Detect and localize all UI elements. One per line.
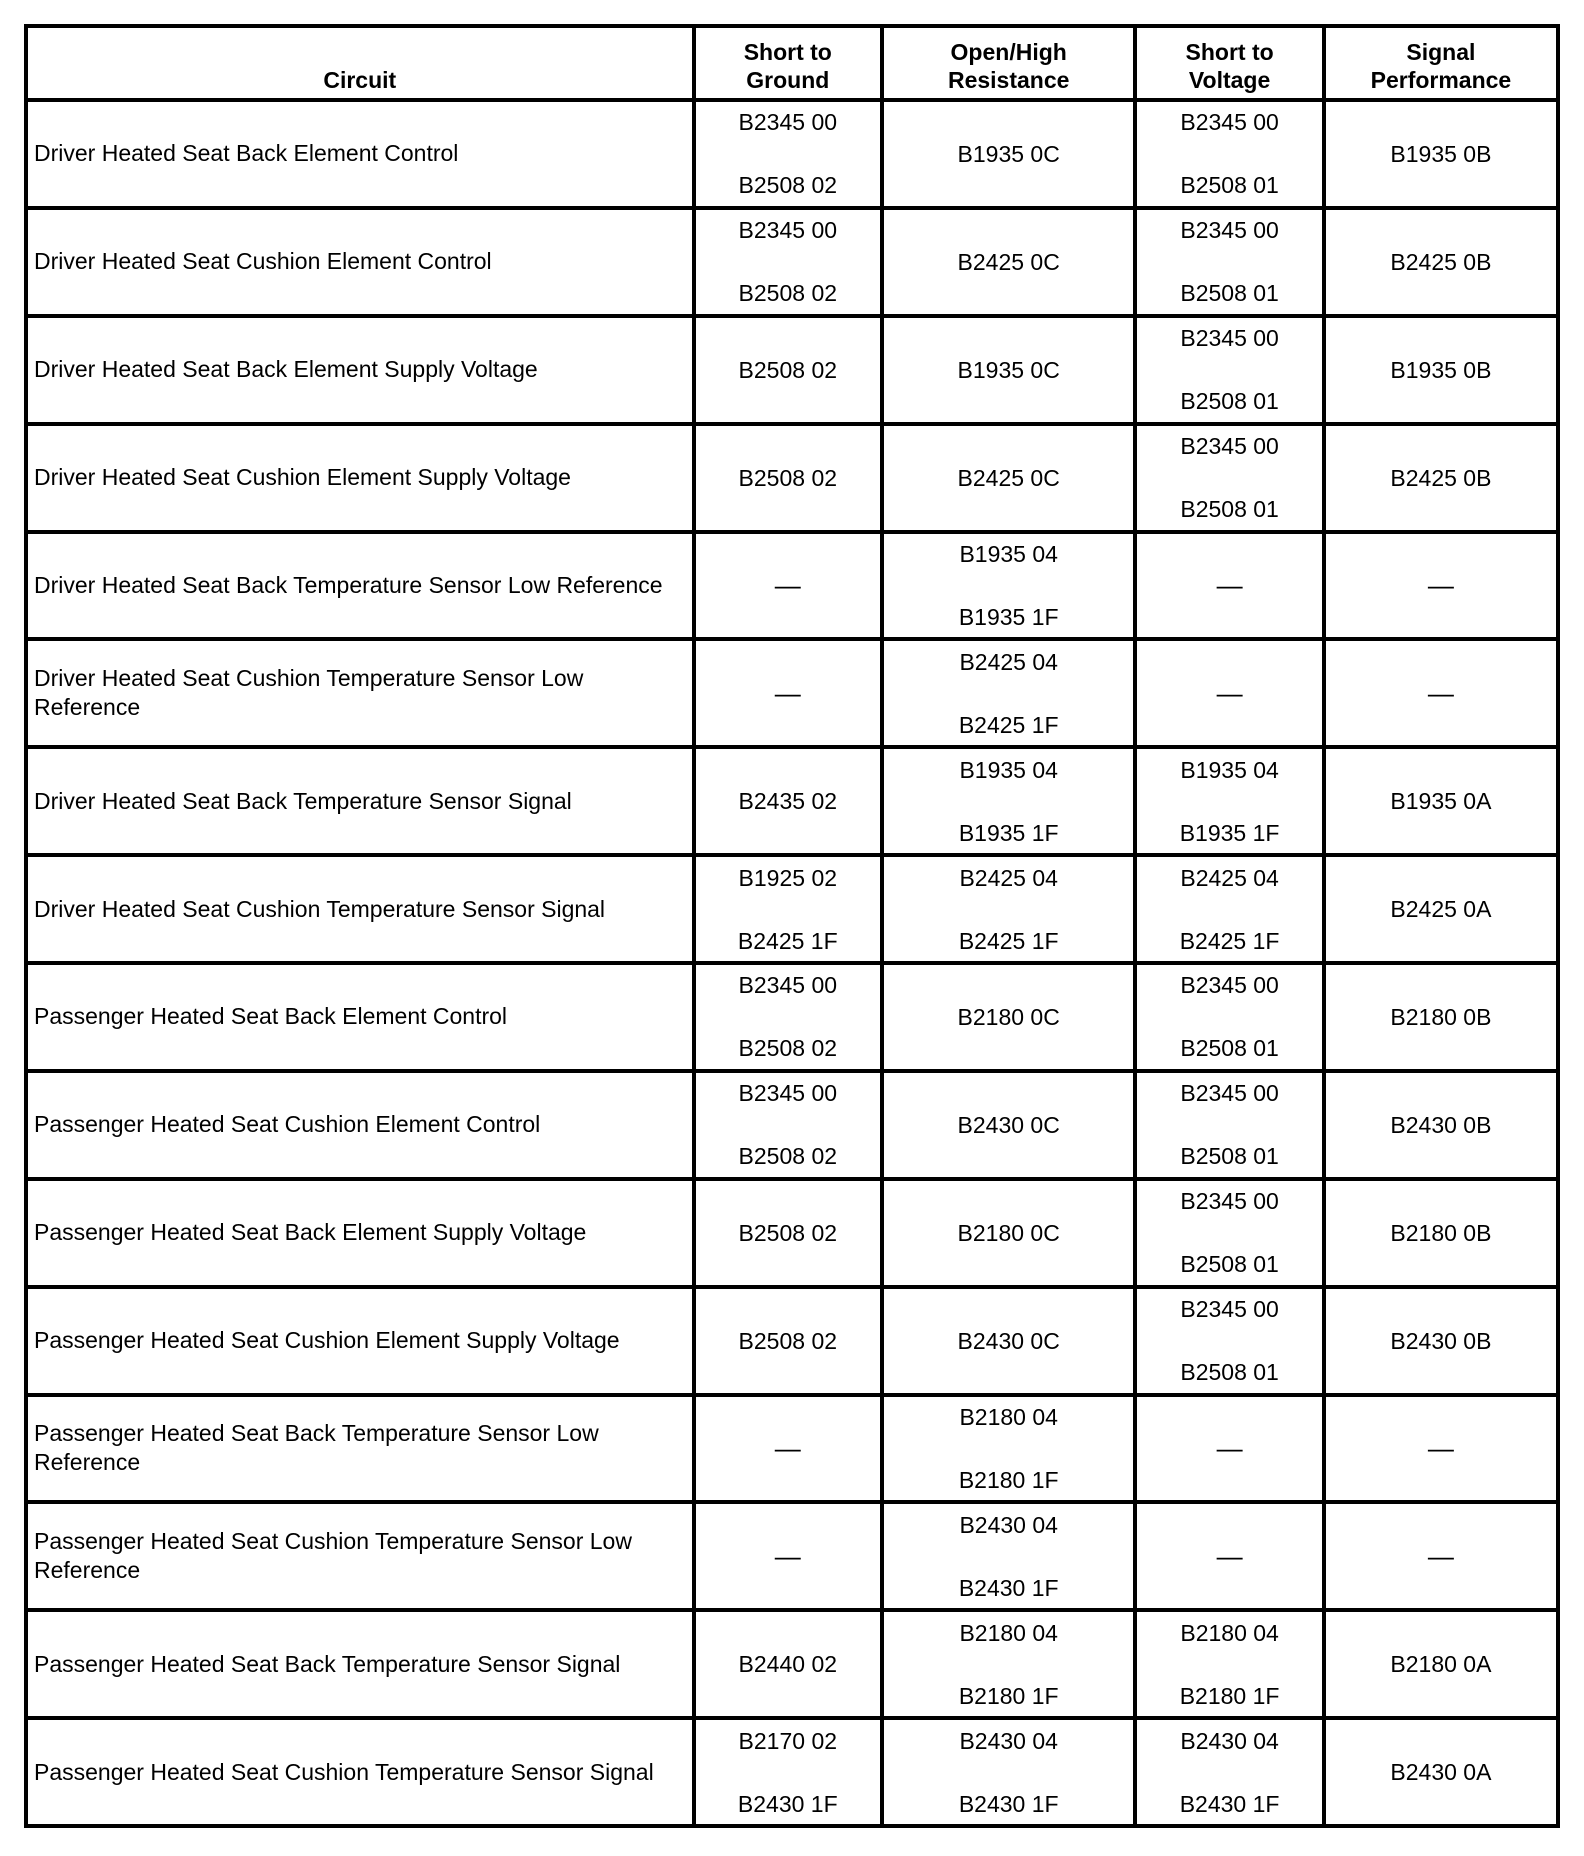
dtc-code: B2425 1F <box>958 927 1059 954</box>
short-to-ground-cell <box>694 1287 882 1395</box>
short-to-voltage-cell <box>1135 639 1323 747</box>
dtc-code: B2180 04 <box>959 1403 1058 1430</box>
open-high-resistance-cell <box>882 855 1135 963</box>
table-row <box>26 1287 1558 1395</box>
dtc-code-pair <box>696 214 880 309</box>
dtc-code: B2425 0C <box>957 248 1060 275</box>
dtc-code: B1935 0B <box>1390 140 1492 167</box>
dtc-code: B1935 0C <box>957 140 1060 167</box>
table-row <box>26 1502 1558 1610</box>
dtc-code: B1935 04 <box>1180 756 1279 783</box>
circuit-cell: Passenger Heated Seat Back Temperature Sensor Signal <box>26 1610 694 1718</box>
short-to-voltage-cell <box>1135 1071 1323 1179</box>
short-to-ground-cell <box>694 963 882 1071</box>
not-applicable-dash: — <box>1216 1432 1243 1463</box>
dtc-code: B2425 0C <box>957 464 1060 491</box>
dtc-code: B2430 0A <box>1390 1759 1492 1786</box>
dtc-code: B2425 04 <box>959 864 1058 891</box>
table-row <box>26 532 1558 640</box>
short-to-voltage-cell <box>1135 1502 1323 1610</box>
dtc-code: B2180 1F <box>958 1466 1059 1493</box>
signal-performance-cell <box>1324 1718 1558 1826</box>
signal-performance-cell <box>1324 208 1558 316</box>
dtc-code-pair <box>884 646 1133 741</box>
not-applicable-dash: — <box>1427 677 1454 708</box>
open-high-resistance-cell <box>882 208 1135 316</box>
table-row <box>26 1071 1558 1179</box>
short-to-voltage-cell <box>1135 208 1323 316</box>
table-row <box>26 208 1558 316</box>
short-to-ground-cell <box>694 100 882 208</box>
dtc-code: B1935 04 <box>959 756 1058 783</box>
short-to-voltage-cell <box>1135 532 1323 640</box>
header-circuit: Circuit <box>26 26 694 100</box>
dtc-code-pair <box>1137 862 1321 957</box>
dtc-code: B2180 1F <box>1179 1682 1280 1709</box>
circuit-cell: Passenger Heated Seat Cushion Element Supply Voltage <box>26 1287 694 1395</box>
header-row <box>26 26 1558 100</box>
dtc-code: B1925 02 <box>738 864 838 891</box>
short-to-voltage-cell <box>1135 1395 1323 1503</box>
dtc-code: B2430 1F <box>958 1790 1059 1817</box>
dtc-code: B2508 02 <box>738 280 838 307</box>
short-to-ground-cell <box>694 1718 882 1826</box>
circuit-cell: Driver Heated Seat Back Temperature Sensor Signal <box>26 747 694 855</box>
dtc-code: B2508 02 <box>738 1219 838 1246</box>
short-to-voltage-cell <box>1135 424 1323 532</box>
header-open-high-resistance: Open/High Resistance <box>882 26 1135 100</box>
circuit-cell: Passenger Heated Seat Cushion Temperature Sensor Signal <box>26 1718 694 1826</box>
dtc-code: B2345 00 <box>1180 1188 1279 1215</box>
short-to-voltage-cell <box>1135 855 1323 963</box>
dtc-code: B1935 0C <box>957 356 1060 383</box>
dtc-code: B2425 04 <box>959 648 1058 675</box>
short-to-ground-cell <box>694 1610 882 1718</box>
dtc-code: B2425 0A <box>1390 896 1492 923</box>
signal-performance-cell <box>1324 316 1558 424</box>
signal-performance-cell <box>1324 1287 1558 1395</box>
dtc-code: B2345 00 <box>1180 972 1279 999</box>
circuit-cell: Passenger Heated Seat Back Element Control <box>26 963 694 1071</box>
dtc-code: B2180 04 <box>1180 1619 1279 1646</box>
dtc-code: B2430 0B <box>1390 1327 1492 1354</box>
circuit-cell: Driver Heated Seat Back Element Supply Voltage <box>26 316 694 424</box>
not-applicable-dash: — <box>1427 1432 1454 1463</box>
circuit-cell: Driver Heated Seat Cushion Temperature Sensor Signal <box>26 855 694 963</box>
dtc-code-pair <box>696 862 880 957</box>
dtc-code-pair <box>696 106 880 201</box>
short-to-ground-cell <box>694 1071 882 1179</box>
table-row <box>26 100 1558 208</box>
dtc-circuit-table <box>24 24 1560 1828</box>
short-to-voltage-cell <box>1135 1610 1323 1718</box>
not-applicable-dash: — <box>1427 569 1454 600</box>
dtc-code: B2345 00 <box>1180 217 1279 244</box>
short-to-ground-cell <box>694 855 882 963</box>
circuit-cell: Driver Heated Seat Back Temperature Sensor Low Reference <box>26 532 694 640</box>
short-to-voltage-cell <box>1135 1287 1323 1395</box>
short-to-voltage-cell <box>1135 316 1323 424</box>
dtc-code: B2508 01 <box>1180 496 1279 523</box>
header-signal-performance: Signal Performance <box>1324 26 1558 100</box>
not-applicable-dash: — <box>774 1432 801 1463</box>
short-to-ground-cell <box>694 208 882 316</box>
table-row <box>26 747 1558 855</box>
dtc-code: B2425 1F <box>1179 927 1280 954</box>
dtc-code: B2425 0B <box>1390 248 1492 275</box>
table-row <box>26 855 1558 963</box>
dtc-code: B2508 01 <box>1180 172 1279 199</box>
short-to-ground-cell <box>694 532 882 640</box>
table-row <box>26 424 1558 532</box>
dtc-code: B2430 1F <box>958 1574 1059 1601</box>
dtc-code-pair <box>884 1401 1133 1496</box>
circuit-cell: Driver Heated Seat Cushion Temperature Sensor Low Reference <box>26 639 694 747</box>
open-high-resistance-cell <box>882 100 1135 208</box>
dtc-code-pair <box>696 969 880 1064</box>
dtc-code: B2425 1F <box>958 711 1059 738</box>
dtc-code: B2430 04 <box>959 1727 1058 1754</box>
dtc-code-pair <box>1137 1077 1321 1172</box>
signal-performance-cell <box>1324 639 1558 747</box>
dtc-code: B2508 02 <box>738 464 838 491</box>
not-applicable-dash: — <box>774 569 801 600</box>
open-high-resistance-cell <box>882 747 1135 855</box>
not-applicable-dash: — <box>1216 569 1243 600</box>
short-to-voltage-cell <box>1135 1179 1323 1287</box>
dtc-code: B2180 0B <box>1390 1219 1492 1246</box>
dtc-code: B2430 04 <box>959 1511 1058 1538</box>
not-applicable-dash: — <box>774 1540 801 1571</box>
table-row <box>26 1179 1558 1287</box>
circuit-cell: Driver Heated Seat Cushion Element Control <box>26 208 694 316</box>
dtc-code-pair <box>1137 430 1321 525</box>
dtc-code-pair <box>884 1725 1133 1820</box>
dtc-code-pair <box>1137 1185 1321 1280</box>
short-to-ground-cell <box>694 1502 882 1610</box>
short-to-ground-cell <box>694 747 882 855</box>
table-row <box>26 316 1558 424</box>
open-high-resistance-cell <box>882 1395 1135 1503</box>
dtc-code: B2180 0C <box>957 1003 1060 1030</box>
dtc-code: B2508 01 <box>1180 1251 1279 1278</box>
dtc-code-pair <box>1137 322 1321 417</box>
signal-performance-cell <box>1324 1502 1558 1610</box>
dtc-code: B2430 04 <box>1180 1727 1279 1754</box>
open-high-resistance-cell <box>882 316 1135 424</box>
dtc-code: B2435 02 <box>738 788 838 815</box>
signal-performance-cell <box>1324 532 1558 640</box>
header-short-to-ground: Short to Ground <box>694 26 882 100</box>
not-applicable-dash: — <box>1216 1540 1243 1571</box>
not-applicable-dash: — <box>1216 677 1243 708</box>
header-short-to-voltage: Short to Voltage <box>1135 26 1323 100</box>
dtc-code: B2345 00 <box>1180 109 1279 136</box>
dtc-code: B2180 0C <box>957 1219 1060 1246</box>
dtc-code: B2508 01 <box>1180 1035 1279 1062</box>
dtc-code: B2180 1F <box>958 1682 1059 1709</box>
dtc-code: B2345 00 <box>1180 1296 1279 1323</box>
signal-performance-cell <box>1324 1179 1558 1287</box>
dtc-code: B2430 0C <box>957 1327 1060 1354</box>
dtc-code: B2345 00 <box>738 109 838 136</box>
circuit-cell: Passenger Heated Seat Cushion Element Control <box>26 1071 694 1179</box>
short-to-ground-cell <box>694 1179 882 1287</box>
open-high-resistance-cell <box>882 1287 1135 1395</box>
dtc-code: B2180 0A <box>1390 1651 1492 1678</box>
dtc-code: B2440 02 <box>738 1651 838 1678</box>
circuit-cell: Passenger Heated Seat Back Element Supply Voltage <box>26 1179 694 1287</box>
signal-performance-cell <box>1324 1610 1558 1718</box>
dtc-code: B2430 1F <box>1179 1790 1280 1817</box>
table-row <box>26 1610 1558 1718</box>
dtc-code-pair <box>1137 1617 1321 1712</box>
signal-performance-cell <box>1324 747 1558 855</box>
dtc-code: B2508 01 <box>1180 1359 1279 1386</box>
dtc-code: B2345 00 <box>1180 325 1279 352</box>
dtc-code-pair <box>884 538 1133 633</box>
dtc-code-pair <box>884 754 1133 849</box>
dtc-code: B1935 1F <box>958 603 1059 630</box>
signal-performance-cell <box>1324 100 1558 208</box>
dtc-code: B2170 02 <box>738 1727 838 1754</box>
circuit-cell: Passenger Heated Seat Cushion Temperature Sensor Low Reference <box>26 1502 694 1610</box>
open-high-resistance-cell <box>882 639 1135 747</box>
table-row <box>26 639 1558 747</box>
table-body <box>26 100 1558 1826</box>
dtc-code: B2508 02 <box>738 1035 838 1062</box>
dtc-code-pair <box>696 1725 880 1820</box>
dtc-code: B2425 04 <box>1180 864 1279 891</box>
dtc-code: B2508 01 <box>1180 1143 1279 1170</box>
open-high-resistance-cell <box>882 963 1135 1071</box>
signal-performance-cell <box>1324 424 1558 532</box>
dtc-code: B2508 01 <box>1180 280 1279 307</box>
dtc-code: B2180 0B <box>1390 1003 1492 1030</box>
dtc-code: B2345 00 <box>738 217 838 244</box>
dtc-code-pair <box>1137 1725 1321 1820</box>
dtc-code-pair <box>1137 1293 1321 1388</box>
table-row <box>26 963 1558 1071</box>
dtc-code-pair <box>1137 969 1321 1064</box>
signal-performance-cell <box>1324 963 1558 1071</box>
open-high-resistance-cell <box>882 532 1135 640</box>
dtc-code: B2508 02 <box>738 172 838 199</box>
open-high-resistance-cell <box>882 1610 1135 1718</box>
dtc-code: B2425 1F <box>737 927 838 954</box>
signal-performance-cell <box>1324 1395 1558 1503</box>
short-to-ground-cell <box>694 1395 882 1503</box>
dtc-code: B2508 02 <box>738 1143 838 1170</box>
dtc-code: B2180 04 <box>959 1619 1058 1646</box>
dtc-code: B2345 00 <box>738 1080 838 1107</box>
dtc-code: B1935 04 <box>959 540 1058 567</box>
open-high-resistance-cell <box>882 1071 1135 1179</box>
dtc-code: B2508 02 <box>738 1327 838 1354</box>
dtc-code: B1935 0A <box>1390 788 1492 815</box>
dtc-code-pair <box>884 1509 1133 1604</box>
circuit-cell: Passenger Heated Seat Back Temperature Sensor Low Reference <box>26 1395 694 1503</box>
dtc-code-pair <box>1137 106 1321 201</box>
not-applicable-dash: — <box>1427 1540 1454 1571</box>
dtc-code: B2345 00 <box>1180 433 1279 460</box>
table-row <box>26 1395 1558 1503</box>
dtc-code-pair <box>1137 214 1321 309</box>
short-to-voltage-cell <box>1135 747 1323 855</box>
signal-performance-cell <box>1324 1071 1558 1179</box>
short-to-voltage-cell <box>1135 100 1323 208</box>
dtc-code: B2508 01 <box>1180 388 1279 415</box>
dtc-code: B2430 0C <box>957 1111 1060 1138</box>
short-to-ground-cell <box>694 316 882 424</box>
circuit-cell: Driver Heated Seat Cushion Element Supply Voltage <box>26 424 694 532</box>
table-row <box>26 1718 1558 1826</box>
dtc-code: B1935 1F <box>1179 819 1280 846</box>
dtc-code: B1935 0B <box>1390 356 1492 383</box>
dtc-code: B2430 1F <box>737 1790 838 1817</box>
circuit-cell: Driver Heated Seat Back Element Control <box>26 100 694 208</box>
dtc-code-pair <box>884 1617 1133 1712</box>
dtc-code-pair <box>696 1077 880 1172</box>
short-to-ground-cell <box>694 639 882 747</box>
dtc-code: B2508 02 <box>738 356 838 383</box>
signal-performance-cell <box>1324 855 1558 963</box>
dtc-code-pair <box>1137 754 1321 849</box>
dtc-code: B2345 00 <box>1180 1080 1279 1107</box>
short-to-ground-cell <box>694 424 882 532</box>
dtc-code: B1935 1F <box>958 819 1059 846</box>
not-applicable-dash: — <box>774 677 801 708</box>
short-to-voltage-cell <box>1135 963 1323 1071</box>
open-high-resistance-cell <box>882 424 1135 532</box>
dtc-code: B2430 0B <box>1390 1111 1492 1138</box>
short-to-voltage-cell <box>1135 1718 1323 1826</box>
open-high-resistance-cell <box>882 1502 1135 1610</box>
dtc-code: B2345 00 <box>738 972 838 999</box>
dtc-code: B2425 0B <box>1390 464 1492 491</box>
open-high-resistance-cell <box>882 1718 1135 1826</box>
dtc-code-pair <box>884 862 1133 957</box>
open-high-resistance-cell <box>882 1179 1135 1287</box>
